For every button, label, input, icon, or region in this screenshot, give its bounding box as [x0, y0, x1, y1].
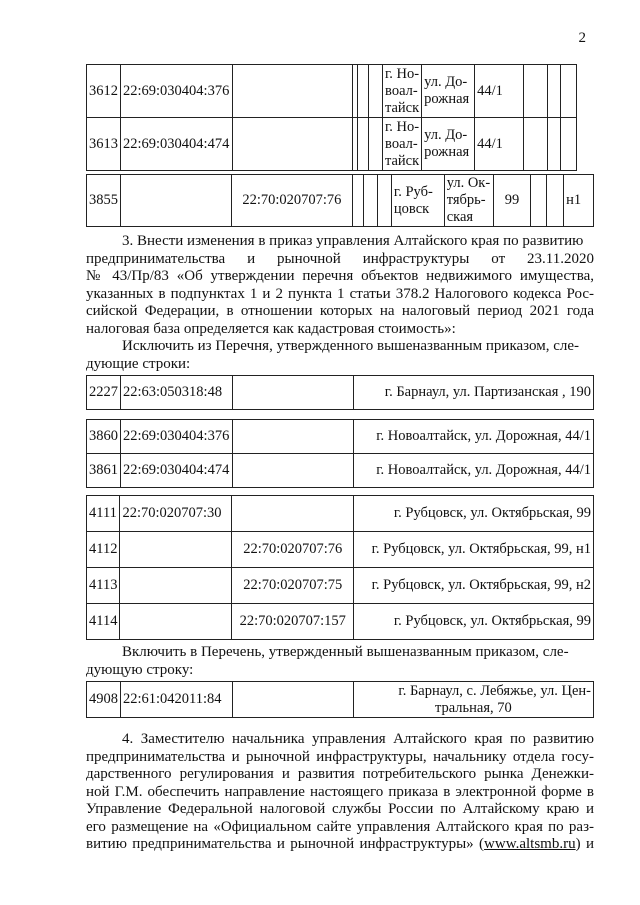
text-line: дующие строки: — [86, 355, 191, 372]
text-line: налоговая база определяется как кадастровая стоимость»: — [86, 320, 456, 337]
text-line: дарственного регулирования и развития потребительского рынка Денежки- — [86, 766, 594, 782]
table-row — [87, 682, 594, 718]
table-exclude-1 — [86, 375, 594, 410]
room-cadastral-number — [232, 65, 352, 118]
cadastral-number: 22:69:030404:474 — [121, 118, 233, 171]
address-line: тральная, 70 — [434, 699, 512, 716]
cadastral-number: 22:69:030404:376 — [121, 65, 233, 118]
text-line: Управление Федеральной налоговой службы России по Алтайскому краю и — [86, 801, 594, 817]
cadastral-number — [120, 532, 232, 568]
cadastral-number: 22:69:030404:376 — [121, 420, 233, 454]
text-line: Исключить из Перечня, утвержденного вышеназванным приказом, сле- — [122, 338, 580, 354]
text-line: № 43/Пр/83 «Об утверждении перечня объектов недвижимого имущества, — [86, 268, 594, 284]
cadastral-number: 22:63:050318:48 — [121, 376, 233, 410]
cadastral-number — [120, 568, 232, 604]
page-number: 2 — [578, 30, 586, 46]
text-line: ной Г.М. обеспечить направление настоящего приказа в электронной форме в — [86, 783, 594, 800]
text-line: 4. Заместителю начальника управления Алтайского края по развитию — [122, 731, 594, 747]
room-cadastral-number: 22:70:020707:76 — [232, 532, 354, 568]
address-cell: г. Новоалтайск, ул. Дорожная, 44/1 — [353, 420, 593, 454]
house-cell: 44/1 — [475, 65, 524, 118]
address-cell: г. Барнаул, ул. Партизанская , 190 — [353, 376, 593, 410]
cadastral-number — [121, 175, 232, 227]
city-cell: г. Руб-цовск — [391, 175, 444, 227]
address-line: г. Барнаул, с. Лебяжье, ул. Цен- — [398, 682, 591, 699]
row-number: 3860 — [87, 420, 121, 454]
row-number: 4112 — [87, 532, 120, 568]
text-line: его размещение на «Официальном сайте управления Алтайского края по раз- — [86, 818, 594, 835]
table-exclude-2 — [86, 419, 594, 488]
city-cell: г. Но-вoал-тайск — [382, 118, 421, 171]
cadastral-number: 22:70:020707:30 — [120, 496, 232, 532]
row-number: 3861 — [87, 454, 121, 488]
table-row — [87, 65, 594, 118]
room-cadastral-number — [232, 376, 353, 410]
room-cadastral-number — [232, 420, 353, 454]
cadastral-number: 22:61:042011:84 — [121, 682, 233, 718]
table-row — [87, 175, 594, 227]
table-include — [86, 681, 594, 718]
street-cell: ул. До-рожная — [422, 65, 475, 118]
table-objects-b — [86, 174, 594, 227]
table-row — [87, 376, 594, 410]
text-line: предпринимательства и рыночной инфраструктуры от 23.11.2020 — [86, 250, 594, 267]
paragraph-4 — [86, 731, 594, 854]
room-cell: н1 — [564, 175, 594, 227]
text-line — [86, 836, 594, 854]
address-cell: г. Новоалтайск, ул. Дорожная, 44/1 — [353, 454, 593, 488]
room-cell — [561, 118, 577, 171]
table-row — [87, 496, 594, 532]
text-line: дующую строку: — [86, 661, 194, 678]
street-cell: ул. Ок-тябрь-ская — [444, 175, 493, 227]
row-number: 4114 — [87, 604, 120, 640]
website-link[interactable]: www.altsmb.ru — [484, 836, 576, 852]
room-cadastral-number: 22:70:020707:75 — [232, 568, 354, 604]
room-cadastral-number — [232, 682, 353, 718]
text-fragment: витию предпринимательства и рыночной инфраструктуры» ( — [86, 836, 485, 852]
text-line: Включить в Перечень, утвержденный вышеназванным приказом, сле- — [122, 644, 569, 660]
table-row — [87, 420, 594, 454]
city-cell: г. Но-вoал-тайск — [382, 65, 421, 118]
table-objects-a — [86, 64, 594, 171]
row-number: 3855 — [87, 175, 121, 227]
text-line: предпринимательства и рыночной инфраструктуры, начальнику отдела госу- — [86, 748, 594, 765]
table-row — [87, 568, 594, 604]
room-cadastral-number — [232, 496, 354, 532]
table-exclude-3 — [86, 495, 594, 640]
house-cell: 44/1 — [475, 118, 524, 171]
cadastral-number — [120, 604, 232, 640]
room-cadastral-number: 22:70:020707:157 — [232, 604, 354, 640]
room-cadastral-number — [232, 118, 352, 171]
address-cell: г. Рубцовск, ул. Октябрьская, 99, н2 — [354, 568, 594, 604]
house-cell: 99 — [493, 175, 531, 227]
address-cell: г. Рубцовск, ул. Октябрьская, 99, н1 — [354, 532, 594, 568]
paragraph-3 — [86, 233, 594, 373]
text-line: 3. Внести изменения в приказ управления Алтайского края по развитию — [122, 233, 584, 249]
row-number: 3612 — [87, 65, 121, 118]
address-cell: г. Рубцовск, ул. Октябрьская, 99 — [354, 496, 594, 532]
address-cell: г. Рубцовск, ул. Октябрьская, 99 — [354, 604, 594, 640]
room-cadastral-number: 22:70:020707:76 — [231, 175, 353, 227]
row-number: 3613 — [87, 118, 121, 171]
cadastral-number: 22:69:030404:474 — [121, 454, 233, 488]
street-cell: ул. До-рожная — [422, 118, 475, 171]
row-number: 4908 — [87, 682, 121, 718]
table-row — [87, 604, 594, 640]
row-number: 4111 — [87, 496, 120, 532]
room-cell — [561, 65, 577, 118]
text-fragment: ) и — [575, 836, 594, 852]
row-number: 4113 — [87, 568, 120, 604]
text-line: указанных в подпунктах 1 и 2 пункта 1 статьи 378.2 Налогового кодекса Рос- — [86, 285, 594, 302]
include-paragraph — [86, 644, 594, 679]
row-number: 2227 — [87, 376, 121, 410]
address-cell — [353, 682, 593, 718]
table-row — [87, 532, 594, 568]
table-row — [87, 454, 594, 488]
table-row — [87, 118, 594, 171]
text-line: сийской Федерации, в отношении которых на налоговый период 2021 года — [86, 303, 594, 319]
room-cadastral-number — [232, 454, 353, 488]
